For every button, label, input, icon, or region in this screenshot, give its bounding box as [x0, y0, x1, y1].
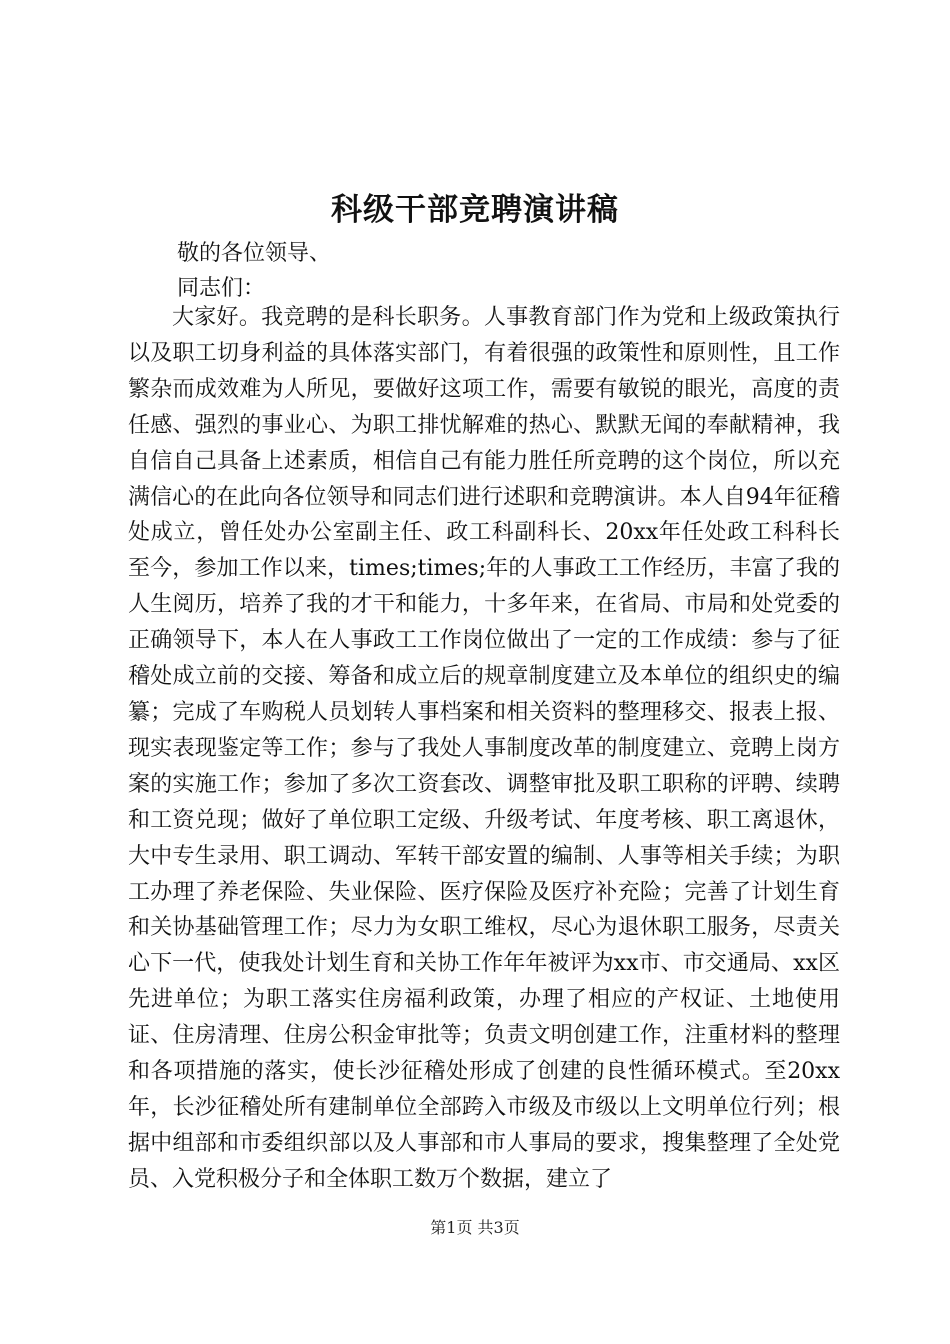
salutation-line-1: 敬的各位领导、 — [177, 241, 332, 266]
page-number-footer: 第1页 共3页 — [430, 1218, 520, 1237]
document-title: 科级干部竞聘演讲稿 — [331, 192, 619, 228]
salutation-line-2: 同志们： — [177, 276, 266, 301]
body-paragraph: 大家好。我竞聘的是科长职务。人事教育部门作为党和上级政策执行以及职工切身利益的具体落实部门，有着很强的政策性和原则性，且工作繁杂而成效难为人所见，要做好这项工作，需要有敏锐的眼光，高度的责任感、强烈的事业心、为职工排忧解难的热心、默默无闻的奉献精神，我自信自己具备上述素质，相信自己有能力胜任所竞聘的这个岗位，所以充满信心的在此向各位领导和同志们进行述职和竞聘演讲。本人自94年征稽处成立，曾任处办公室副主任、政工科副科长、20xx年任处政工科科长至今，参加工作以来，times;times;年的人事政工工作经历，丰富了我的人生阅历，培养了我的才干和能力，十多年来，在省局、市局和处党委的正确领导下，本人在人事政工工作岗位做出了一定的工作成绩：参与了征稽处成立前的交接、筹备和成立后的规章制度建立及本单位的组织史的编纂；完成了车购税人员划转人事档案和相关资料的整理移交、报表上报、现实表现鉴定等工作；参与了我处人事制度改革的制度建立、竞聘上岗方案的实施工作；参加了多次工资套改、调整审批及职工职称的评聘、续聘和工资兑现；做好了单位职工定级、升级考试、年度考核、职工离退休，大中专生录用、职工调动、军转干部安置的编制、人事等相关手续；为职工办理了养老保险、失业保险、医疗保险及医疗补充险；完善了计划生育和关协基础管理工作；尽力为女职工维权，尽心为退休职工服务，尽责关心下一代，使我处计划生育和关协工作年年被评为xx市、市交通局、xx区先进单位；为职工落实住房福利政策，办理了相应的产权证、土地使用证、住房清理、住房公积金审批等；负责文明创建工作，注重材料的整理和各项措施的落实，使长沙征稽处形成了创建的良性循环模式。至20xx年，长沙征稽处所有建制单位全部跨入市级及市级以上文明单位行列；根据中组部和市委组织部以及人事部和市人事局的要求，搜集整理了全处党员、入党积极分子和全体职工数万个数据，建立了 — [128, 305, 840, 1192]
